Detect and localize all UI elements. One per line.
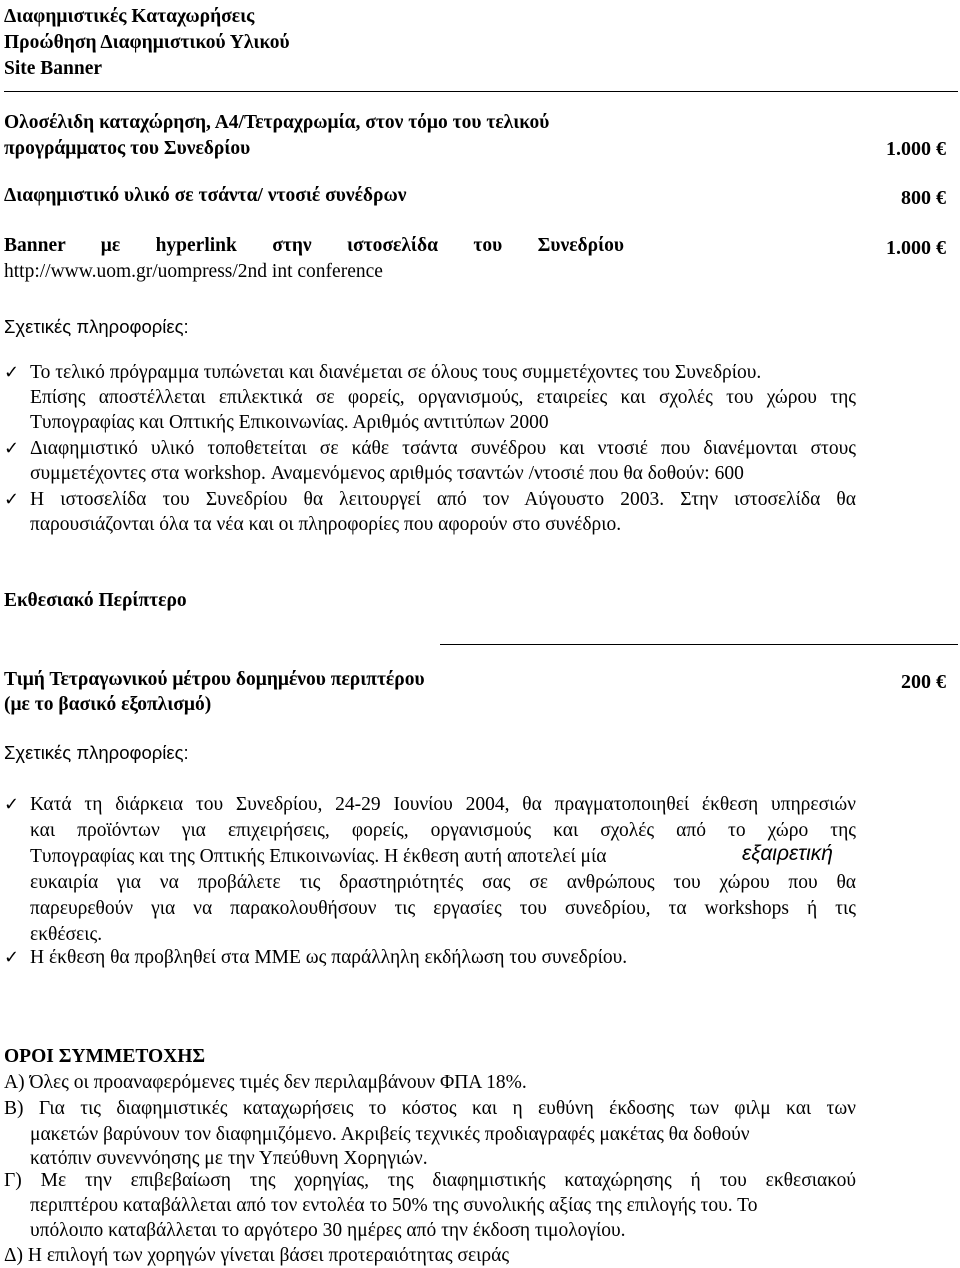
info-1-bullet-3-line-1: Η ιστοσελίδα του Συνεδρίου θα λειτουργεί από τον Αύγουστο 2003. Στην ιστοσελίδα θα	[30, 489, 856, 510]
info-2-bullet-1-line-3-text: Τυπογραφίας και της Οπτικής Επικοινωνίας. Η έκθεση αυτή αποτελεί μία	[30, 846, 607, 867]
info-1-bullet-3-line-2: παρουσιάζονται όλα τα νέα και οι πληροφορίες που αφορούν στο συνέδριο.	[30, 514, 622, 535]
terms-c-line-2: περιπτέρου καταβάλλεται από τον εντολέα το 50% της συνολικής αξίας της επιλογής του. Το	[30, 1195, 758, 1216]
header-rule	[4, 91, 958, 92]
info-2-bullet-1-line-4: ευκαιρία για να προβάλετε τις δραστηριότητές σας σε ανθρώπους του χώρου που θα	[30, 872, 856, 893]
header-line-2: Προώθηση Διαφημιστικού Υλικού	[4, 32, 290, 53]
item-3-price: 1.000 €	[886, 237, 946, 259]
info-1-bullet-2-line-1: Διαφημιστικό υλικό τοποθετείται σε κάθε τσάντα συνέδρου και ντοσιέ που διανέμονται στους	[30, 438, 856, 459]
info-2-bullet-1-line-1: Κατά τη διάρκεια του Συνεδρίου, 24-29 Ιουνίου 2004, θα πραγματοποιηθεί έκθεση υπηρεσιών	[30, 794, 856, 815]
item-3-text-a: Banner με hyperlink στην ιστοσελίδα του Συνεδρίου	[4, 235, 624, 256]
terms-b-line-1: Β) Για τις διαφημιστικές καταχωρήσεις το κόστος και η ευθύνη έκδοσης των φιλμ και των	[4, 1098, 856, 1119]
item-1-text-b: προγράμματος του Συνεδρίου	[4, 138, 251, 159]
terms-title: ΟΡΟΙ ΣΥΜΜΕΤΟΧΗΣ	[4, 1046, 206, 1067]
section-2-title: Εκθεσιακό Περίπτερο	[4, 590, 187, 611]
emphasis-word: εξαιρετική	[742, 842, 833, 865]
terms-b-line-3: κατόπιν συνεννόησης με την Υπεύθυνη Χορηγιών.	[30, 1148, 428, 1169]
info-2-label: Σχετικές πληροφορίες:	[4, 742, 189, 763]
checkmark-icon: ✓	[4, 794, 20, 815]
info-2-bullet-1-line-3	[30, 844, 856, 869]
header-line-1: Διαφημιστικές Καταχωρήσεις	[4, 6, 255, 27]
info-2-bullet-1-line-5: παρευρεθούν για να παρακολουθήσουν τις εργασίες του συνεδρίου, τα workshops ή τις	[30, 898, 856, 919]
section-2-rule	[440, 644, 958, 645]
checkmark-icon: ✓	[4, 947, 20, 968]
info-1-bullet-1-line-3: Τυπογραφίας και Οπτικής Επικοινωνίας. Αριθμός αντιτύπων 2000	[30, 412, 549, 433]
checkmark-icon: ✓	[4, 438, 20, 459]
terms-a: Α) Όλες οι προαναφερόμενες τιμές δεν περιλαμβάνουν ΦΠΑ 18%.	[4, 1072, 527, 1093]
item-3-text-b: http://www.uom.gr/uompress/2nd int conference	[4, 261, 383, 282]
item-1-price: 1.000 €	[886, 138, 946, 160]
info-2-bullet-1-line-2: και προϊόντων για επιχειρήσεις, φορείς, οργανισμούς και σχολές από το χώρο της	[30, 820, 856, 841]
info-2-bullet-2: Η έκθεση θα προβληθεί στα ΜΜΕ ως παράλληλη εκδήλωση του συνεδρίου.	[30, 947, 628, 968]
header-line-3: Site Banner	[4, 58, 103, 79]
checkmark-icon: ✓	[4, 489, 20, 510]
section-2-item-a: Τιμή Τετραγωνικού μέτρου δομημένου περιπτέρου	[4, 669, 425, 690]
terms-c-line-3: υπόλοιπο καταβάλλεται το αργότερο 30 ημέρες από την έκδοση τιμολογίου.	[30, 1220, 626, 1241]
info-1-bullet-2-line-2: συμμετέχοντες στα workshop. Αναμενόμενος αριθμός τσαντών /ντοσιέ που θα δοθούν: 600	[30, 463, 744, 484]
terms-d: Δ) Η επιλογή των χορηγών γίνεται βάσει προτεραιότητας σειράς	[4, 1245, 510, 1266]
item-1-text-a: Ολοσέλιδη καταχώρηση, Α4/Τετραχρωμία, στον τόμο του τελικού	[4, 112, 550, 133]
terms-b-line-2: μακετών βαρύνουν τον διαφημιζόμενο. Ακριβείς τεχνικές προδιαγραφές μακέτας θα δοθούν	[30, 1124, 750, 1145]
info-1-bullet-1-line-1: Το τελικό πρόγραμμα τυπώνεται και διανέμεται σε όλους τους συμμετέχοντες του Συνεδρίου.	[30, 362, 762, 383]
item-2-price: 800 €	[901, 187, 946, 209]
item-2-text: Διαφημιστικό υλικό σε τσάντα/ ντοσιέ συνέδρων	[4, 185, 407, 206]
info-2-bullet-1-line-6: εκθέσεις.	[30, 924, 103, 945]
info-1-label: Σχετικές πληροφορίες:	[4, 316, 189, 337]
info-1-bullet-1-line-2: Επίσης αποστέλλεται επιλεκτικά σε φορείς, οργανισμούς, εταιρείες και σχολές του χώρου της	[30, 387, 856, 408]
terms-c-line-1: Γ) Με την επιβεβαίωση της χορηγίας, της διαφημιστικής καταχώρησης ή του εκθεσιακού	[4, 1170, 856, 1191]
section-2-item-b: (με το βασικό εξοπλισμό)	[4, 694, 212, 715]
checkmark-icon: ✓	[4, 362, 20, 383]
section-2-price: 200 €	[901, 671, 946, 693]
